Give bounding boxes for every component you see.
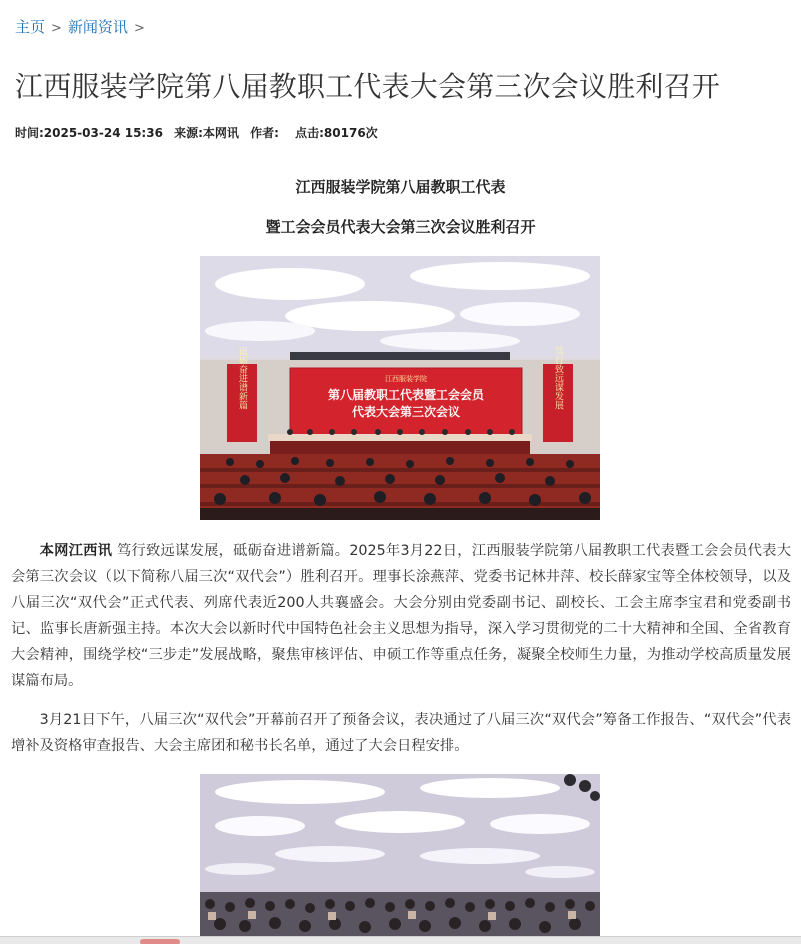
article-paragraph-2: 3月21日下午，八届三次“双代会”开幕前召开了预备会议，表决通过了八届三次“双代会”筹备工作报告、“双代会”代表增补及资格审查报告、大会主席团和秘书长名单，通过了大会日程安排。 xyxy=(11,712,791,754)
article-author: 作者: xyxy=(250,126,279,140)
audience-photo-graphic xyxy=(200,774,600,944)
conference-photo-graphic xyxy=(200,256,600,520)
horizontal-scrollbar[interactable] xyxy=(0,936,801,944)
stage-banner-line2: 代表大会第三次会议 xyxy=(351,405,461,419)
page-title: 江西服装学院第八届教职工代表大会第三次会议胜利召开 xyxy=(15,70,721,103)
side-banner-left: 砥砺奋进谱新篇 xyxy=(237,346,247,410)
scrollbar-thumb[interactable] xyxy=(140,939,180,944)
article-lead: 本网江西讯 xyxy=(39,543,113,559)
stage-banner-small: 江西服装学院 xyxy=(385,375,427,383)
click-count: 点击:80176次 xyxy=(295,126,378,140)
article-source: 来源:本网讯 xyxy=(174,126,239,140)
breadcrumb-separator: > xyxy=(133,21,145,36)
article-subtitle-line1: 江西服装学院第八届教职工代表 xyxy=(295,178,506,196)
side-banner-right: 笃行致远谋发展 xyxy=(553,346,563,410)
article-subtitle-line2: 暨工会会员代表大会第三次会议胜利召开 xyxy=(265,218,536,236)
conference-photo xyxy=(200,256,600,520)
article-paragraph-1-body: 笃行致远谋发展，砥砺奋进谱新篇。2025年3月22日，江西服装学院第八届教职工代表暨工会会员代表大会第三次会议（以下简称八届三次“双代会”）胜利召开。理事长涂燕萍、党委书记林井萍、校长薛家宝等全体校领导，以及八届三次“双代会”正式代表、列席代表近200人共襄盛会。大会分别由党委副书记、副校长、工会主席李宝君和党委副书记、监事长唐新强主持。本次大会以新时代中国特色社会主义思想为指导，深入学习贯彻党的二十大精神和全国、全省教育大会精神，围绕学校“三步走”发展战略，聚焦审核评估、申硕工作等重点任务，凝聚全校师生力量，为推动学校高质量发展谋篇布局。 xyxy=(11,543,791,689)
breadcrumb xyxy=(15,17,151,39)
breadcrumb-home-link[interactable]: 主页 xyxy=(15,18,46,36)
article-meta xyxy=(15,125,385,141)
article-paragraph-1 xyxy=(11,538,791,694)
breadcrumb-news-link[interactable]: 新闻资讯 xyxy=(67,18,128,36)
breadcrumb-separator: > xyxy=(51,21,62,36)
audience-photo xyxy=(200,774,600,944)
publish-time: 时间:2025-03-24 15:36 xyxy=(15,126,163,140)
stage-banner-line1: 第八届教职工代表暨工会会员 xyxy=(327,388,485,402)
